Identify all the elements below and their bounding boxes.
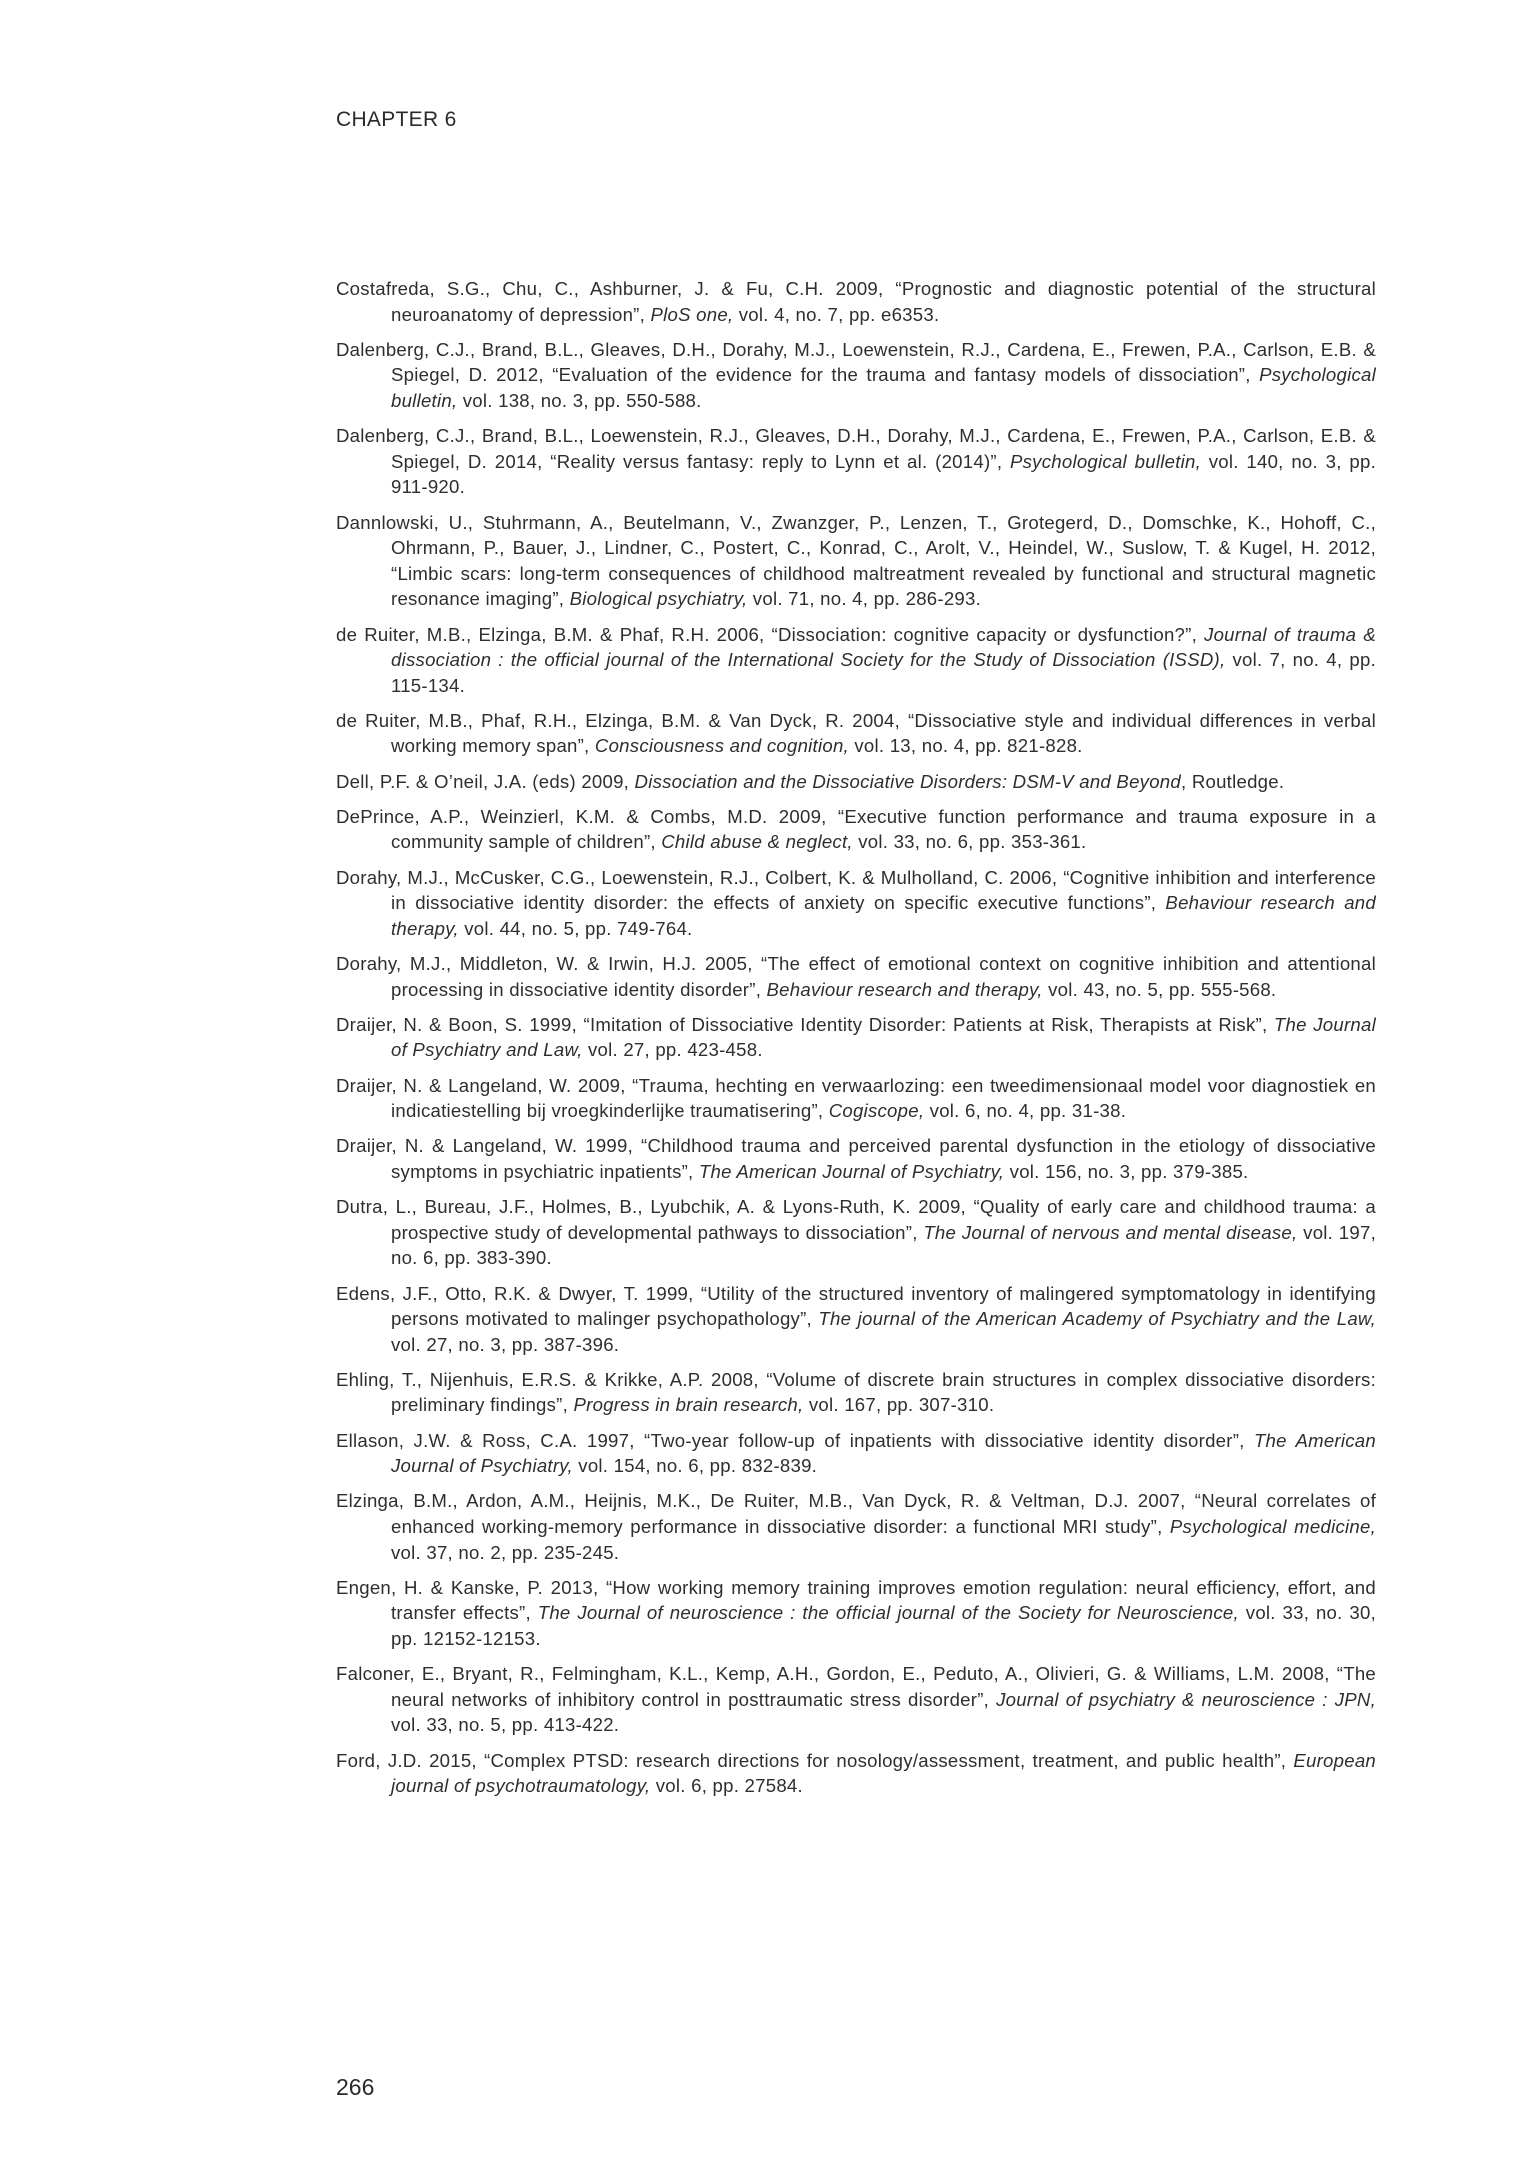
reference-text: vol. 71, no. 4, pp. 286-293. [747, 588, 982, 610]
reference-source-title: Child abuse & neglect, [661, 831, 853, 853]
reference-text: Draijer, N. & Boon, S. 1999, “Imitation of Dissociative Identity Disorder: Patients at Risk, Therapists at Risk”, [336, 1013, 1274, 1035]
reference-source-title: Behaviour research and therapy, [391, 892, 1376, 939]
reference-text: vol. 140, no. 3, pp. 911-920. [391, 450, 1376, 498]
reference-text: Dutra, L., Bureau, J.F., Holmes, B., Lyubchik, A. & Lyons-Ruth, K. 2009, “Quality of early care and childhood trauma: a prospective study of developmental pathways to dissociation”, [336, 1196, 1376, 1243]
reference-source-title: Cogiscope, [828, 1100, 925, 1122]
reference-entry [336, 337, 1376, 414]
reference-entry [336, 510, 1376, 612]
reference-text: vol. 43, no. 5, pp. 555-568. [1042, 978, 1277, 1000]
reference-source-title: Behaviour research and therapy, [766, 978, 1043, 1000]
reference-source-title: Journal of psychiatry & neuroscience : JPN, [996, 1688, 1376, 1710]
reference-text: Edens, J.F., Otto, R.K. & Dwyer, T. 1999, “Utility of the structured inventory of malingered symptomatology in identifying persons motivated to malinger psychopathology”, [336, 1282, 1376, 1330]
reference-entry [336, 1748, 1376, 1799]
reference-entry [336, 622, 1376, 699]
reference-text: Falconer, E., Bryant, R., Felmingham, K.L., Kemp, A.H., Gordon, E., Peduto, A., Olivieri, G. & Williams, L.M. 2008, “The neural networks of inhibitory control in posttraumatic stress disorder”, [336, 1663, 1376, 1710]
reference-text: vol. 4, no. 7, pp. e6353. [733, 303, 940, 325]
reference-source-title: The American Journal of Psychiatry, [698, 1160, 1005, 1182]
reference-source-title: The American Journal of Psychiatry, [391, 1429, 1376, 1477]
reference-entry [336, 804, 1376, 855]
reference-text: Ellason, J.W. & Ross, C.A. 1997, “Two-year follow-up of inpatients with dissociative identity disorder”, [336, 1429, 1254, 1451]
reference-source-title: The Journal of nervous and mental disease, [923, 1221, 1298, 1243]
reference-text: vol. 197, no. 6, pp. 383-390. [391, 1221, 1376, 1269]
reference-text: vol. 33, no. 5, pp. 413-422. [391, 1714, 620, 1736]
reference-source-title: Psychological bulletin, [391, 364, 1376, 411]
reference-text: vol. 6, pp. 27584. [650, 1775, 803, 1797]
reference-text: vol. 27, no. 3, pp. 387-396. [391, 1333, 620, 1355]
reference-source-title: Psychological bulletin, [1009, 450, 1201, 472]
reference-entry [336, 865, 1376, 942]
reference-text: de Ruiter, M.B., Phaf, R.H., Elzinga, B.M. & Van Dyck, R. 2004, “Dissociative style and individual differences in verbal working memory span”, [336, 709, 1376, 757]
reference-source-title: The journal of the American Academy of Psychiatry and the Law, [818, 1308, 1376, 1330]
reference-entry [336, 769, 1376, 795]
chapter-header: CHAPTER 6 [336, 108, 457, 131]
reference-text: vol. 167, pp. 307-310. [803, 1394, 995, 1416]
reference-text: Dannlowski, U., Stuhrmann, A., Beutelmann, V., Zwanzger, P., Lenzen, T., Grotegerd, D., Domschke, K., Hohoff, C., Ohrmann, P., Bauer, J., Lindner, C., Postert, C., Konrad, C., Arolt, V., Heindel, W., Suslow, T. & Kugel, H. 2012, “Limbic scars: long-term consequences of childhood maltreatment revealed by functional and structural magnetic resonance imaging”, [336, 511, 1376, 610]
reference-source-title: Journal of trauma & dissociation : the official journal of the International Society for the Study of Dissociation (ISSD), [391, 623, 1376, 671]
reference-entry [336, 1367, 1376, 1418]
reference-entry [336, 1428, 1376, 1479]
reference-entry [336, 1073, 1376, 1124]
reference-text: Elzinga, B.M., Ardon, A.M., Heijnis, M.K., De Ruiter, M.B., Van Dyck, R. & Veltman, D.J. 2007, “Neural correlates of enhanced working-memory performance in dissociative disorder: a functional MRI study”, [336, 1490, 1376, 1538]
reference-source-title: The Journal of Psychiatry and Law, [391, 1013, 1376, 1061]
reference-text: vol. 156, no. 3, pp. 379-385. [1004, 1160, 1249, 1182]
reference-text: Dorahy, M.J., Middleton, W. & Irwin, H.J. 2005, “The effect of emotional context on cognitive inhibition and attentional processing in dissociative identity disorder”, [336, 953, 1376, 1000]
reference-text: Ehling, T., Nijenhuis, E.R.S. & Krikke, A.P. 2008, “Volume of discrete brain structures in complex dissociative disorders: preliminary findings”, [336, 1368, 1376, 1416]
reference-text: vol. 37, no. 2, pp. 235-245. [391, 1541, 620, 1563]
reference-entry [336, 1661, 1376, 1738]
reference-text: , Routledge. [1180, 770, 1285, 792]
reference-entry [336, 1488, 1376, 1565]
reference-entry [336, 1194, 1376, 1271]
reference-entry [336, 1012, 1376, 1063]
reference-list [336, 276, 1376, 1808]
reference-text: Dalenberg, C.J., Brand, B.L., Gleaves, D.H., Dorahy, M.J., Loewenstein, R.J., Cardena, E., Frewen, P.A., Carlson, E.B. & Spiegel, D. 2012, “Evaluation of the evidence for the trauma and fantasy models of dissociation”, [336, 338, 1376, 386]
reference-text: Dorahy, M.J., McCusker, C.G., Loewenstein, R.J., Colbert, K. & Mulholland, C. 2006, “Cognitive inhibition and interference in dissociative identity disorder: the effects of anxiety on specific executive functions”, [336, 866, 1376, 914]
reference-text: vol. 138, no. 3, pp. 550-588. [457, 389, 702, 411]
reference-entry [336, 951, 1376, 1002]
reference-text: vol. 44, no. 5, pp. 749-764. [458, 917, 693, 939]
reference-source-title: The Journal of neuroscience : the official journal of the Society for Neuroscience, [537, 1602, 1239, 1624]
reference-text: vol. 154, no. 6, pp. 832-839. [572, 1455, 818, 1477]
reference-entry [336, 1575, 1376, 1652]
reference-source-title: Biological psychiatry, [569, 588, 748, 610]
reference-text: Engen, H. & Kanske, P. 2013, “How working memory training improves emotion regulation: neural efficiency, effort, and transfer effects”, [336, 1576, 1376, 1624]
reference-entry [336, 423, 1376, 500]
reference-entry [336, 1281, 1376, 1358]
reference-text: DePrince, A.P., Weinzierl, K.M. & Combs, M.D. 2009, “Executive function performance and trauma exposure in a community sample of children”, [336, 805, 1376, 853]
reference-text: vol. 33, no. 6, pp. 353-361. [852, 831, 1087, 853]
reference-text: Draijer, N. & Langeland, W. 2009, “Trauma, hechting en verwaarlozing: een tweedimensionaal model voor diagnostiek en indicatiestelling bij vroegkinderlijke traumatisering”, [336, 1074, 1376, 1122]
reference-text: vol. 13, no. 4, pp. 821-828. [848, 735, 1083, 757]
reference-text: Dalenberg, C.J., Brand, B.L., Loewenstein, R.J., Gleaves, D.H., Dorahy, M.J., Cardena, E., Frewen, P.A., Carlson, E.B. & Spiegel, D. 2014, “Reality versus fantasy: reply to Lynn et al. (2014)”, [336, 425, 1376, 472]
reference-source-title: European journal of psychotraumatology, [391, 1749, 1376, 1797]
reference-text: vol. 6, no. 4, pp. 31-38. [924, 1100, 1127, 1122]
page-number: 266 [336, 2074, 375, 2100]
reference-text: vol. 7, no. 4, pp. 115-134. [391, 649, 1376, 696]
reference-text: Draijer, N. & Langeland, W. 1999, “Childhood trauma and perceived parental dysfunction in the etiology of dissociative symptoms in psychiatric inpatients”, [336, 1135, 1376, 1182]
reference-text: de Ruiter, M.B., Elzinga, B.M. & Phaf, R.H. 2006, “Dissociation: cognitive capacity or dysfunction?”, [336, 623, 1205, 645]
reference-entry [336, 1133, 1376, 1184]
reference-source-title: PloS one, [650, 303, 734, 325]
reference-source-title: Psychological medicine, [1169, 1516, 1376, 1538]
reference-text: Costafreda, S.G., Chu, C., Ashburner, J. & Fu, C.H. 2009, “Prognostic and diagnostic potential of the structural neuroanatomy of depression”, [336, 278, 1376, 325]
reference-text: Dell, P.F. & O’neil, J.A. (eds) 2009, [336, 770, 635, 792]
reference-source-title: Progress in brain research, [573, 1394, 804, 1416]
reference-entry [336, 708, 1376, 759]
reference-text: vol. 33, no. 30, pp. 12152-12153. [391, 1602, 1376, 1649]
reference-entry [336, 276, 1376, 327]
reference-source-title: Dissociation and the Dissociative Disorders: DSM-V and Beyond [634, 770, 1181, 792]
reference-text: vol. 27, pp. 423-458. [582, 1039, 763, 1061]
reference-text: Ford, J.D. 2015, “Complex PTSD: research directions for nosology/assessment, treatment, and public health”, [336, 1749, 1294, 1771]
reference-source-title: Consciousness and cognition, [594, 735, 849, 757]
